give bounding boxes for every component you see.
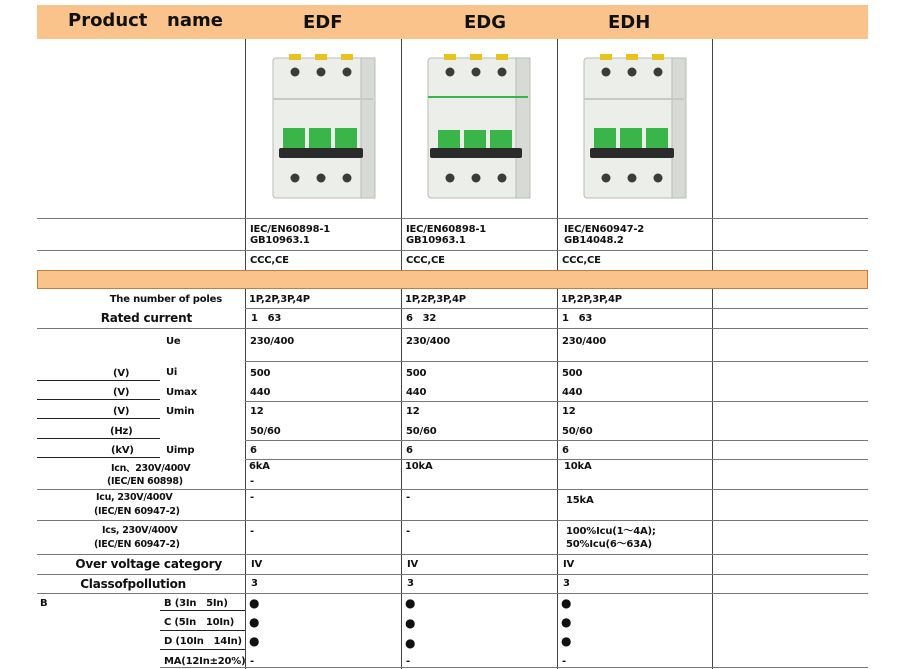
umin-edf: 12 [250, 406, 264, 417]
icn-edh: 10kA [564, 461, 592, 472]
standard-edg-line1: IEC/EN60898-1 [406, 224, 487, 235]
ics-edg: - [406, 526, 410, 537]
underline [160, 649, 245, 650]
ui-edg: 500 [406, 368, 427, 379]
breaker-photo-edf [265, 52, 380, 202]
curve-b-edf: ● [249, 596, 260, 610]
col-divider [557, 39, 558, 271]
label-uimp: Uimp [166, 445, 195, 456]
col-divider [557, 289, 558, 669]
underline [37, 380, 160, 381]
row-divider [245, 401, 868, 402]
uimp-edh: 6 [562, 445, 569, 456]
freq-edg: 50/60 [406, 426, 437, 437]
label-ics-line2: (IEC/EN 60947-2) [94, 539, 180, 550]
unit-kv: (kV) [111, 445, 134, 456]
model-edh: EDH [608, 12, 651, 33]
label-ui: Ui [166, 367, 178, 378]
label-pollution: Classofpollution [80, 577, 186, 591]
row-divider [245, 440, 868, 441]
standard-edh-line2: GB14048.2 [564, 235, 624, 246]
freq-edh: 50/60 [562, 426, 593, 437]
label-poles: The number of poles [109, 294, 222, 305]
col-divider [712, 289, 713, 669]
icn-edf: 6kA [249, 461, 270, 472]
cert-edh: CCC,CE [562, 255, 601, 266]
curve-c-edg: ● [405, 616, 416, 630]
icn-edg: 10kA [405, 461, 433, 472]
icu-edg: - [406, 492, 410, 503]
row-divider [37, 328, 868, 329]
cert-edg: CCC,CE [406, 255, 445, 266]
label-icu-line2: (IEC/EN 60947-2) [94, 506, 180, 517]
label-curve-group: B [40, 598, 48, 609]
curve-c-edh: ● [561, 615, 572, 629]
curve-d-edf: ● [249, 634, 260, 648]
col-divider [401, 39, 402, 271]
ue-edh: 230/400 [562, 336, 607, 347]
pollution-edh: 3 [563, 578, 570, 589]
rated-current-edf: 1 63 [251, 313, 282, 324]
curve-ma-edh: - [562, 656, 566, 667]
model-edg: EDG [464, 12, 507, 33]
label-umax: Umax [166, 387, 197, 398]
underline [37, 438, 160, 439]
row-divider [37, 593, 868, 594]
underline [37, 399, 160, 400]
row-divider [37, 218, 868, 219]
label-icu-line1: Icu, 230V/400V [96, 492, 173, 503]
standard-edf-line2: GB10963.1 [250, 235, 310, 246]
label-icn-line2: (IEC/EN 60898) [107, 476, 183, 487]
standard-edh-line1: IEC/EN60947-2 [564, 224, 645, 235]
umax-edg: 440 [406, 387, 427, 398]
curve-ma-edg: - [406, 656, 410, 667]
curve-b-edg: ● [405, 596, 416, 610]
row-divider [37, 574, 868, 575]
row-divider [245, 459, 868, 460]
overvoltage-edh: IV [563, 559, 575, 570]
unit-umin: (V) [113, 406, 130, 417]
row-divider [37, 250, 868, 251]
ics-edh-line1: 100%Icu(1～4A); [566, 526, 656, 537]
icu-edh: 15kA [566, 495, 594, 506]
unit-umax: (V) [113, 387, 130, 398]
overvoltage-edg: IV [407, 559, 419, 570]
standard-edf-line1: IEC/EN60898-1 [250, 224, 331, 235]
umax-edf: 440 [250, 387, 271, 398]
header-band [37, 5, 868, 39]
cert-edf: CCC,CE [250, 255, 289, 266]
underline [37, 418, 160, 419]
ui-edf: 500 [250, 368, 271, 379]
curve-d-edg: ● [405, 636, 416, 650]
col-divider [401, 289, 402, 669]
icu-edf: - [250, 492, 254, 503]
row-divider [245, 308, 868, 309]
row-divider [37, 489, 868, 490]
ics-edh-line2: 50%Icu(6～63A) [566, 539, 652, 550]
row-divider [160, 667, 868, 668]
ics-edf: - [250, 526, 254, 537]
breaker-photo-edg [420, 52, 535, 202]
label-curve-d: D (10In 14In) [164, 636, 242, 647]
underline [160, 630, 245, 631]
breaker-photo-edh [576, 52, 691, 202]
pollution-edf: 3 [251, 578, 258, 589]
standard-edg-line2: GB10963.1 [406, 235, 466, 246]
label-rated-current: Rated current [100, 311, 192, 325]
umin-edg: 12 [406, 406, 420, 417]
curve-d-edh: ● [561, 634, 572, 648]
name-label: name [167, 10, 223, 31]
pollution-edg: 3 [407, 578, 414, 589]
row-divider [245, 361, 868, 362]
curve-c-edf: ● [249, 615, 260, 629]
underline [37, 457, 160, 458]
row-divider [37, 520, 868, 521]
col-divider [245, 289, 246, 669]
umax-edh: 440 [562, 387, 583, 398]
col-divider [712, 39, 713, 271]
label-curve-b: B (3In 5In) [164, 598, 228, 609]
ui-edh: 500 [562, 368, 583, 379]
row-divider [37, 554, 868, 555]
poles-edf: 1P,2P,3P,4P [249, 294, 310, 305]
ue-edf: 230/400 [250, 336, 295, 347]
freq-edf: 50/60 [250, 426, 281, 437]
icn-edf-dash: - [250, 476, 254, 487]
ue-edg: 230/400 [406, 336, 451, 347]
poles-edg: 1P,2P,3P,4P [405, 294, 466, 305]
umin-edh: 12 [562, 406, 576, 417]
model-edf: EDF [303, 12, 343, 33]
poles-edh: 1P,2P,3P,4P [561, 294, 622, 305]
overvoltage-edf: IV [251, 559, 263, 570]
label-icn-line1: Icn、230V/400V [111, 463, 191, 474]
curve-ma-edf: - [250, 656, 254, 667]
uimp-edf: 6 [250, 445, 257, 456]
col-divider [245, 39, 246, 271]
label-overvoltage: Over voltage category [75, 557, 222, 571]
label-curve-ma: MA(12In±20%) [164, 656, 246, 667]
underline [160, 610, 245, 611]
curve-b-edh: ● [561, 596, 572, 610]
label-ue: Ue [166, 336, 181, 347]
uimp-edg: 6 [406, 445, 413, 456]
product-label: Product [68, 10, 148, 31]
rated-current-edg: 6 32 [406, 313, 437, 324]
label-ics-line1: Ics, 230V/400V [102, 525, 178, 536]
label-curve-c: C (5In 10In) [164, 617, 235, 628]
label-umin: Umin [166, 406, 195, 417]
unit-ui: (V) [113, 368, 130, 379]
rated-current-edh: 1 63 [562, 313, 593, 324]
unit-hz: (Hz) [110, 426, 133, 437]
section-band [37, 270, 868, 289]
